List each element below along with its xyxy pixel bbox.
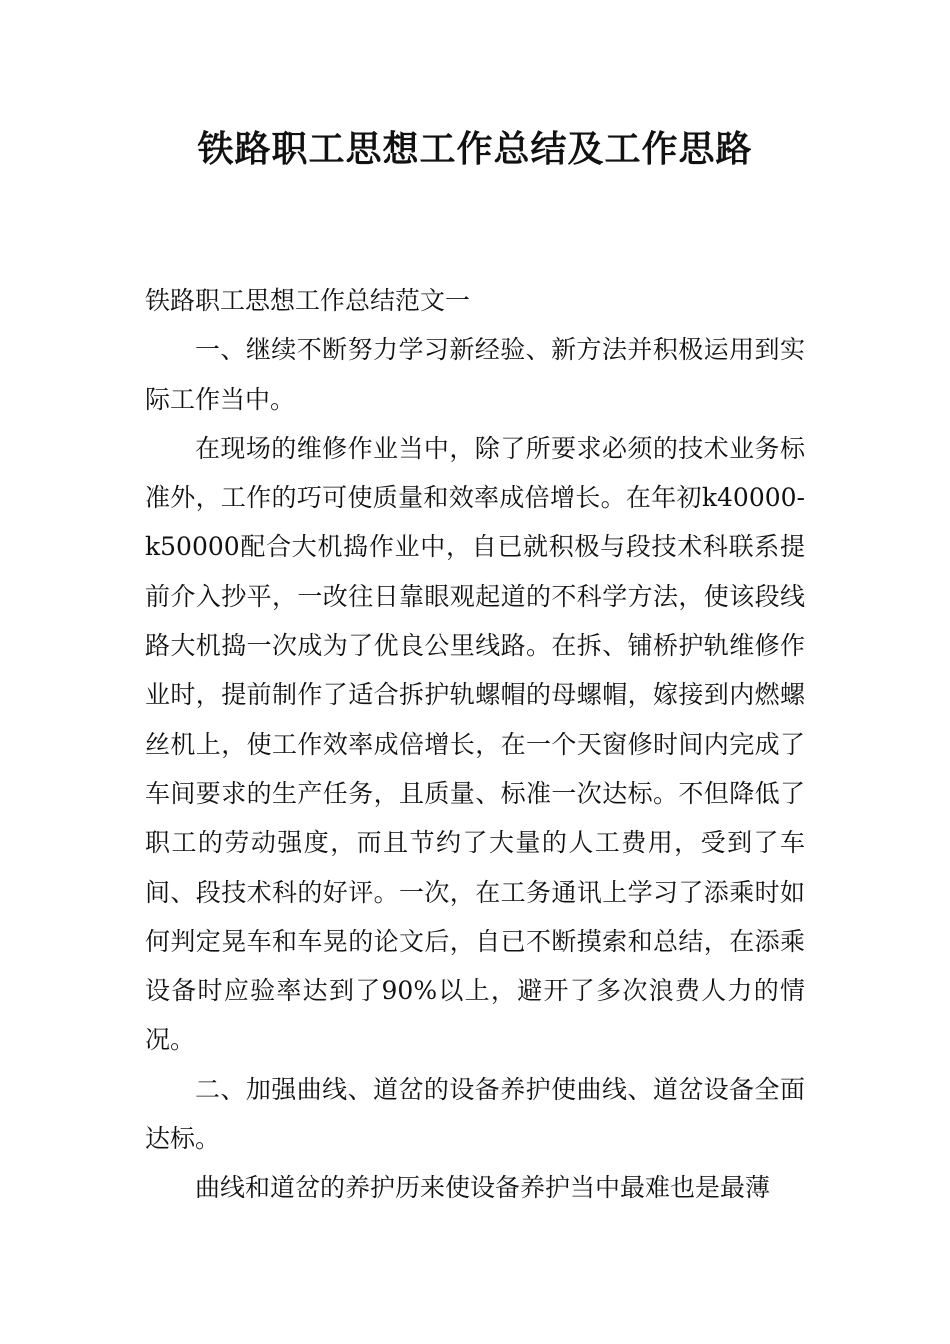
document-body: [145, 276, 805, 1213]
section-heading: 铁路职工思想工作总结范文一: [145, 286, 471, 315]
paragraph-maintenance-details: 在现场的维修作业当中，除了所要求必须的技术业务标准外，工作的巧可使质量和效率成倍增长。在年初k40000-k50000配合大机捣作业中，自已就积极与段技术科联系提前介入抄平，一改往日靠眼观起道的不科学方法，使该段线路大机捣一次成为了优良公里线路。在拆、铺桥护轨维修作业时，提前制作了适合拆护轨螺帽的母螺帽，嫁接到内燃螺丝机上，使工作效率成倍增长，在一个天窗修时间内完成了车间要求的生产任务，且质量、标准一次达标。不但降低了职工的劳动强度，而且节约了大量的人工费用，受到了车间、段技术科的好评。一次，在工务通讯上学习了添乘时如何判定晃车和车晃的论文后，自已不断摸索和总结，在添乘设备时应验率达到了90%以上，避开了多次浪费人力的情况。: [145, 433, 805, 1055]
paragraph-point-one: 一、继续不断努力学习新经验、新方法并积极运用到实际工作当中。: [145, 335, 805, 414]
document-title: 铁路职工思想工作总结及工作思路: [197, 129, 753, 170]
paragraph-point-two: 二、加强曲线、道岔的设备养护使曲线、道岔设备全面达标。: [145, 1074, 805, 1154]
paragraph-curve-maintenance: 曲线和道岔的养护历来使设备养护当中最难也是最薄: [195, 1173, 771, 1203]
